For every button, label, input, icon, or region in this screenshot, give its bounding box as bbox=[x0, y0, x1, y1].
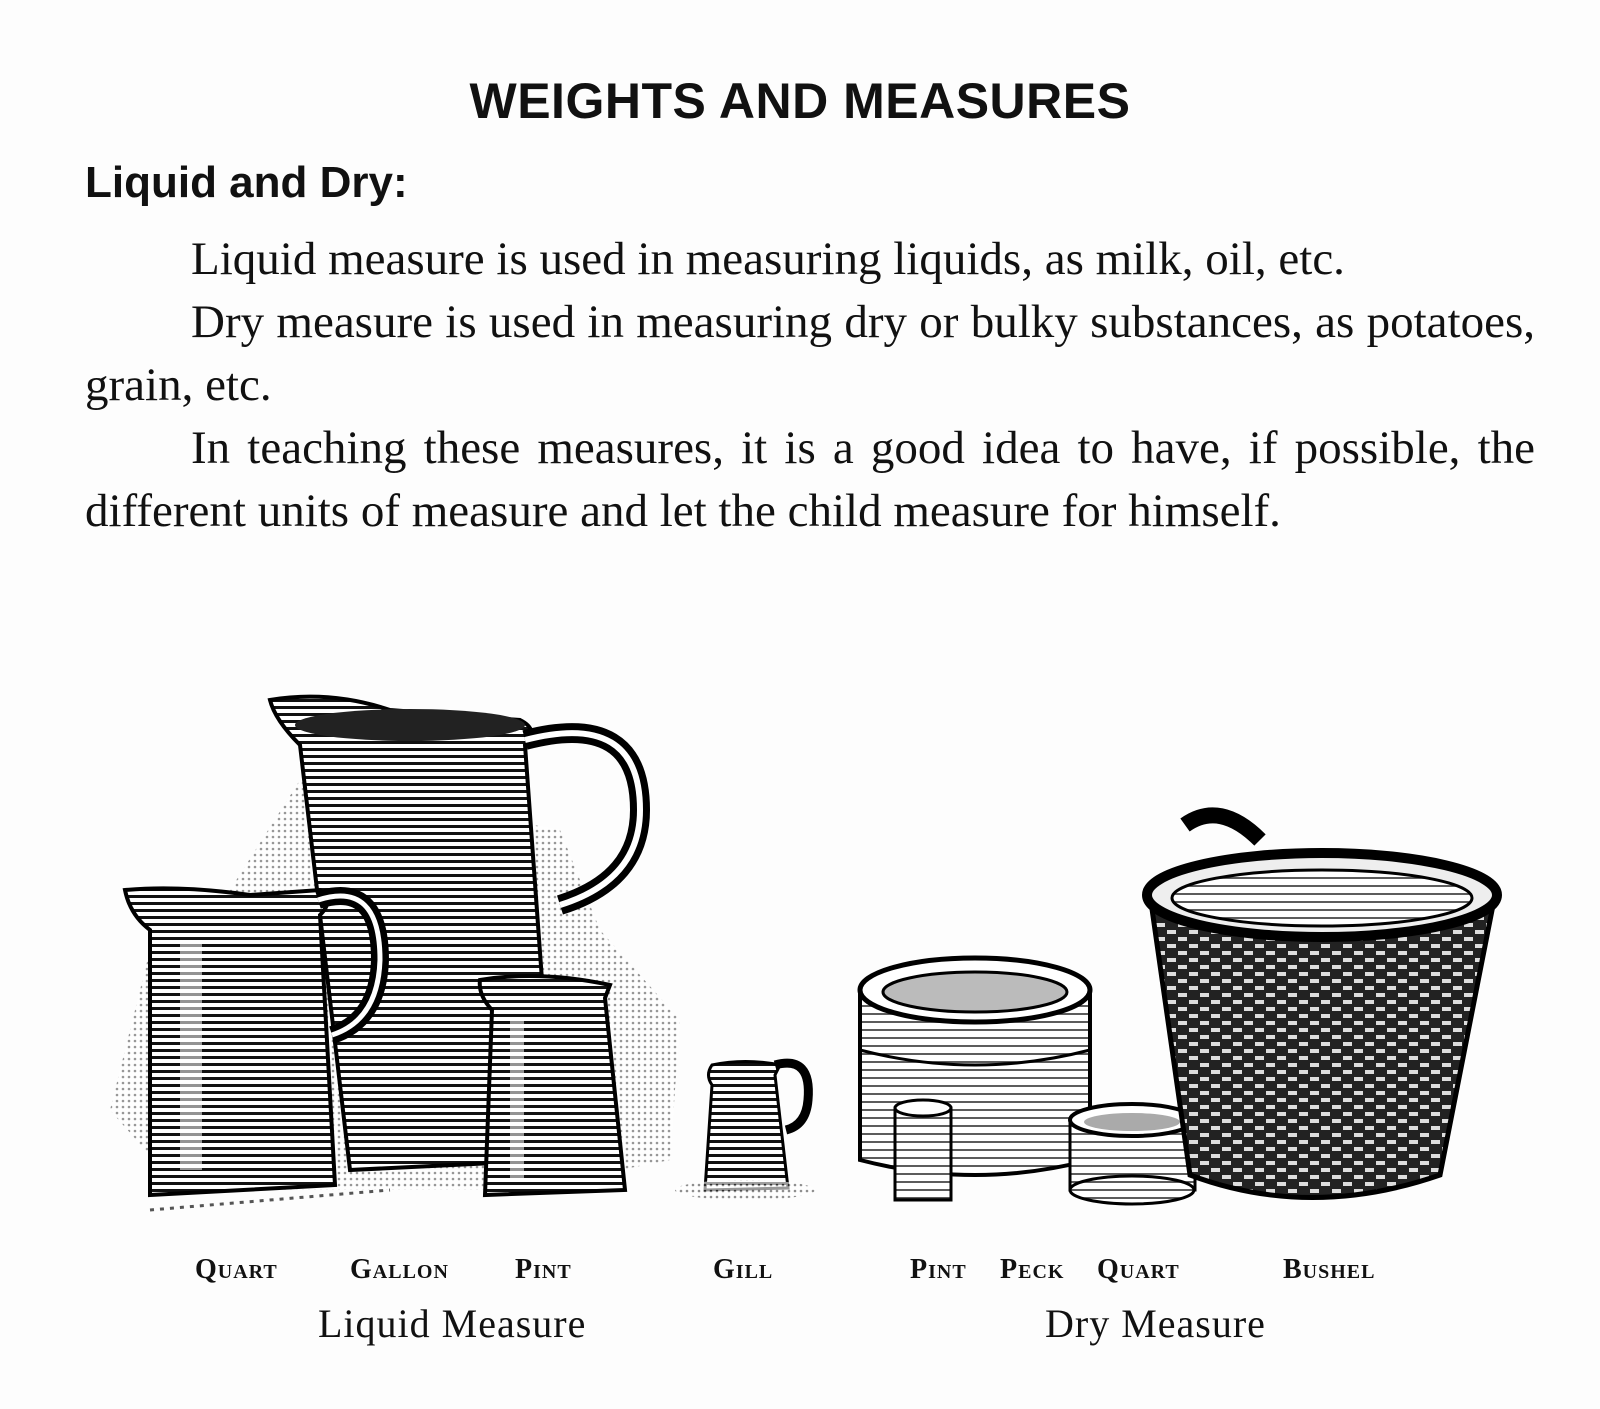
label-bushel: Bushel bbox=[1283, 1254, 1376, 1285]
label-gallon: Gallon bbox=[350, 1254, 449, 1285]
gill-jug-icon bbox=[675, 1062, 815, 1201]
label-gill: Gill bbox=[713, 1254, 774, 1285]
label-liquid-pint: Pint bbox=[515, 1254, 572, 1285]
label-dry-quart: Quart bbox=[1097, 1254, 1180, 1285]
label-dry-pint: Pint bbox=[910, 1254, 967, 1285]
section-heading: Liquid and Dry: bbox=[85, 158, 408, 207]
dry-pint-measure-icon bbox=[895, 1100, 951, 1200]
bushel-basket-icon bbox=[1147, 815, 1497, 1197]
caption-dry-measure: Dry Measure bbox=[1045, 1301, 1266, 1346]
label-peck: Peck bbox=[1000, 1254, 1065, 1285]
dry-quart-measure-icon bbox=[1070, 1104, 1195, 1204]
body-text bbox=[85, 228, 1535, 543]
measures-illustration bbox=[0, 690, 1600, 1270]
paragraph-teaching: In teaching these measures, it is a good idea to have, if possible, the different units of measure and let the child measure for himself. bbox=[85, 422, 1535, 537]
liquid-pint-jug-icon bbox=[480, 976, 625, 1195]
paragraph-liquid: Liquid measure is used in measuring liquids, as milk, oil, etc. bbox=[191, 233, 1345, 285]
caption-liquid-measure: Liquid Measure bbox=[318, 1301, 587, 1346]
paragraph-dry: Dry measure is used in measuring dry or bulky substances, as potatoes, grain, etc. bbox=[85, 296, 1535, 411]
label-liquid-quart: Quart bbox=[195, 1254, 278, 1285]
page-title: WEIGHTS AND MEASURES bbox=[469, 73, 1131, 129]
